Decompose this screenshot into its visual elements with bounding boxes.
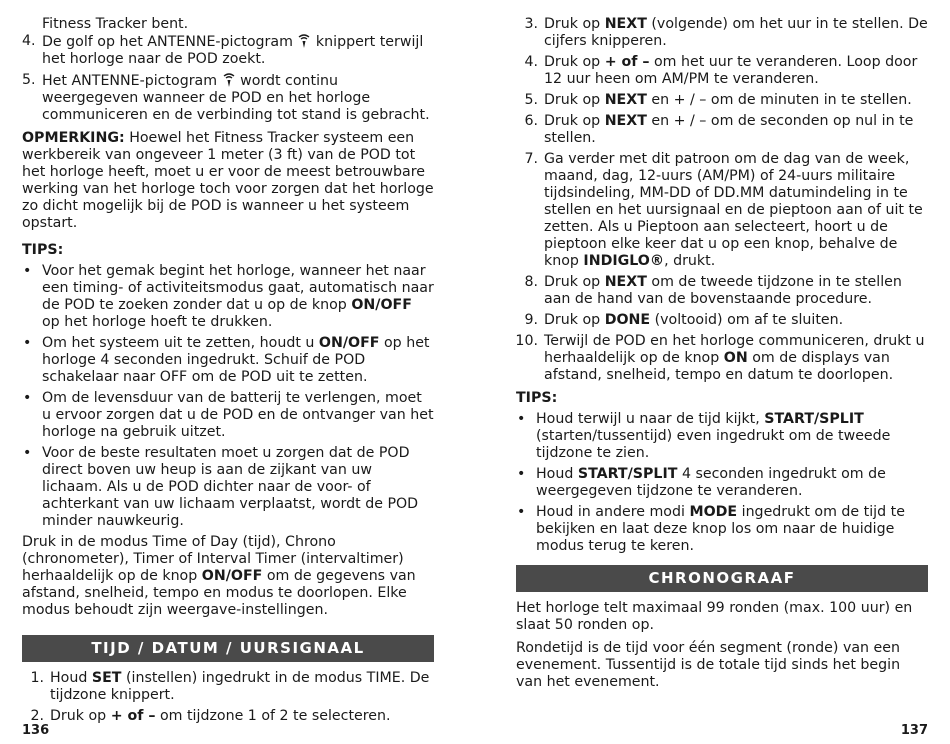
step-7	[516, 151, 928, 270]
step-5	[516, 92, 928, 109]
step-number: 5.	[524, 92, 538, 108]
tips-heading: TIPS:	[22, 242, 64, 258]
step-text-pre: Ga verder met dit patroon om de dag van de week, maand, dag, 12-uurs (AM/PM) of 24-uurs militaire tijdsindeling, MM-DD of DD.MM datumindeling in te stellen en het uursignaal en de pieptoon aan of uit te zetten. Als u Pieptoon aan selecteert, hoort u de pieptoon elke keer dat u op een knop, behalve de knop	[544, 151, 923, 269]
tip-text: Houd	[536, 466, 574, 482]
tip-text: Om de levensduur van de batterij te verlengen, moet u ervoor zorgen dat u de POD en de ontvanger van het horloge na gebruik uitzet.	[42, 390, 434, 440]
page-number-left: 136	[22, 723, 50, 738]
step-text-pre: Druk op	[50, 708, 107, 724]
step-number: 10.	[515, 333, 538, 349]
step-1	[22, 670, 434, 704]
step-bold: + of –	[110, 708, 156, 724]
tip-text-post: ingedrukt om de tijd te bekijken en laat deze knop los om naar de huidige modus terug te keren.	[536, 504, 905, 554]
note-paragraph	[22, 130, 434, 232]
step-bold: NEXT	[604, 274, 647, 290]
continued-text: Fitness Tracker bent.	[42, 16, 189, 32]
step-text-pre: Druk op	[544, 312, 601, 328]
tip-bold: START/SPLIT	[764, 411, 864, 427]
tip-item	[516, 411, 928, 462]
antenna-icon	[297, 33, 311, 49]
tip-text: Voor het gemak begint het horloge, wanneer het naar een timing- of activiteitsmodus gaat, automatisch naar de POD te zoeken zonder dat u op de knop	[42, 263, 434, 313]
tip-text: Om het systeem uit te zetten, houdt u	[42, 335, 315, 351]
step-bold: DONE	[604, 312, 651, 328]
mode-paragraph	[22, 534, 434, 619]
step-number: 6.	[524, 113, 538, 129]
note-text: Hoewel het Fitness Tracker systeem een werkbereik van ongeveer 1 meter (3 ft) van de POD tot het horloge heeft, moet u er voor de meest betrouwbare werking van het horloge toch voor zorgen dat het horloge zo dicht mogelijk bij de POD is wanneer u het systeem opstart.	[22, 130, 434, 231]
step-9	[516, 312, 928, 329]
tip-item	[22, 263, 434, 331]
para-bold: ON/OFF	[201, 568, 263, 584]
tip-item	[22, 335, 434, 386]
step-text-pre: Druk op	[544, 92, 601, 108]
step-text-post: wordt continu weergegeven wanneer de POD en het horloge communiceren en de verbinding tot stand is gebracht.	[42, 73, 430, 123]
tips-heading: TIPS:	[516, 390, 558, 406]
bullet-icon: •	[517, 411, 526, 427]
bullet-icon: •	[23, 335, 32, 351]
step-bold: NEXT	[604, 113, 647, 129]
tip-text: Voor de beste resultaten moet u zorgen dat de POD direct boven uw heup is aan de zijkant van uw lichaam. Als u de POD dichter naar de voor- of achterkant van uw lichaam verplaatst, wordt de POD minder nauwkeurig.	[42, 445, 419, 529]
step-bold: INDIGLO®	[583, 253, 665, 269]
tip-item	[22, 445, 434, 530]
step-text-pre: De golf op het ANTENNE-pictogram	[42, 34, 293, 50]
tip-bold: MODE	[689, 504, 738, 520]
step-text-pre: Druk op	[544, 54, 601, 70]
step-number: 4.	[22, 33, 36, 49]
step-4	[516, 54, 928, 88]
tip-text-post: op het horloge 4 seconden ingedrukt. Schuif de POD schakelaar naar OFF om de POD uit te zetten.	[42, 335, 430, 385]
step-bold: ON	[723, 350, 748, 366]
tip-bold: START/SPLIT	[577, 466, 678, 482]
chrono-paragraph-2: Rondetijd is de tijd voor één segment (ronde) van een evenement. Tussentijd is de totale tijd sinds het begin van het evenement.	[516, 640, 901, 690]
step-6	[516, 113, 928, 147]
step-text-post: en + / – om de minuten in te stellen.	[651, 92, 912, 108]
step-text-pre: Terwijl de POD en het horloge communiceren, drukt u herhaaldelijk op de knop	[544, 333, 925, 366]
bullet-icon: •	[517, 504, 526, 520]
step-text-pre: Houd	[50, 670, 88, 686]
step-number: 5.	[22, 72, 36, 88]
section-header-tijd-datum: TIJD / DATUM / UURSIGNAAL	[22, 635, 434, 662]
bullet-icon: •	[23, 263, 32, 279]
bullet-icon: •	[23, 390, 32, 406]
tip-bold: ON/OFF	[351, 297, 412, 313]
antenna-icon	[222, 72, 236, 88]
step-number: 3.	[524, 16, 538, 32]
step-text-post: en + / – om de seconden op nul in te stellen.	[544, 113, 914, 146]
step-text-post: om de displays van afstand, snelheid, tempo en datum te doorlopen.	[544, 350, 894, 383]
tip-text-post: 4 seconden ingedrukt om de weergegeven tijdzone te veranderen.	[536, 466, 886, 499]
step-8	[516, 274, 928, 308]
step-number: 9.	[524, 312, 538, 328]
bullet-icon: •	[23, 445, 32, 461]
step-text-post: , drukt.	[664, 253, 716, 269]
step-3	[516, 16, 928, 50]
step-text-post: knippert terwijl het horloge naar de POD zoekt.	[42, 34, 424, 67]
step-10	[516, 333, 928, 384]
step-text-post: (instellen) ingedrukt in de modus TIME. De tijdzone knippert.	[50, 670, 430, 703]
section-header-chronograaf: CHRONOGRAAF	[516, 565, 928, 592]
step-text-pre: Druk op	[544, 16, 601, 32]
step-number: 4.	[524, 54, 538, 70]
step-text-post: om de tweede tijdzone in te stellen aan de hand van de bovenstaande procedure.	[544, 274, 902, 307]
step-4	[22, 33, 434, 68]
step-bold: + of –	[604, 54, 650, 70]
page-number-right: 137	[900, 723, 928, 738]
step-number: 1.	[30, 670, 44, 686]
step-number: 8.	[524, 274, 538, 290]
para-text: Druk in de modus Time of Day (tijd), Chrono (chronometer), Timer of Interval Timer (intervaltimer) herhaaldelijk op de knop	[22, 534, 404, 584]
step-bold: SET	[91, 670, 122, 686]
step-bold: NEXT	[604, 92, 647, 108]
step-text-post: (voltooid) om af te sluiten.	[654, 312, 844, 328]
step-text-post: om tijdzone 1 of 2 te selecteren.	[159, 708, 391, 724]
step-2	[22, 708, 434, 725]
step-text-pre: Druk op	[544, 113, 601, 129]
right-page	[516, 16, 928, 697]
tip-item	[516, 504, 928, 555]
step-text-pre: Druk op	[544, 274, 601, 290]
tip-text-post: op het horloge hoeft te drukken.	[42, 314, 273, 330]
tip-bold: ON/OFF	[318, 335, 380, 351]
step-number: 7.	[524, 151, 538, 167]
chrono-paragraph-1: Het horloge telt maximaal 99 ronden (max. 100 uur) en slaat 50 ronden op.	[516, 600, 913, 633]
step-5	[22, 72, 434, 124]
tip-text-post: (starten/tussentijd) even ingedrukt om de tweede tijdzone te zien.	[536, 428, 891, 461]
step-text-post: (volgende) om het uur in te stellen. De cijfers knipperen.	[544, 16, 928, 49]
tip-text: Houd in andere modi	[536, 504, 685, 520]
step-number: 2.	[30, 708, 44, 724]
step-text-pre: Het ANTENNE-pictogram	[42, 73, 218, 89]
para-text-post: om de gegevens van afstand, snelheid, tempo en modus te doorlopen. Elke modus behoudt zijn weergave-instellingen.	[22, 568, 416, 618]
bullet-icon: •	[517, 466, 526, 482]
tip-item	[22, 390, 434, 441]
note-label: OPMERKING:	[22, 130, 125, 146]
step-bold: NEXT	[604, 16, 647, 32]
left-page	[22, 16, 434, 729]
tip-text: Houd terwijl u naar de tijd kijkt,	[536, 411, 760, 427]
step-text-post: om het uur te veranderen. Loop door 12 uur heen om AM/PM te veranderen.	[544, 54, 918, 87]
tip-item	[516, 466, 928, 500]
